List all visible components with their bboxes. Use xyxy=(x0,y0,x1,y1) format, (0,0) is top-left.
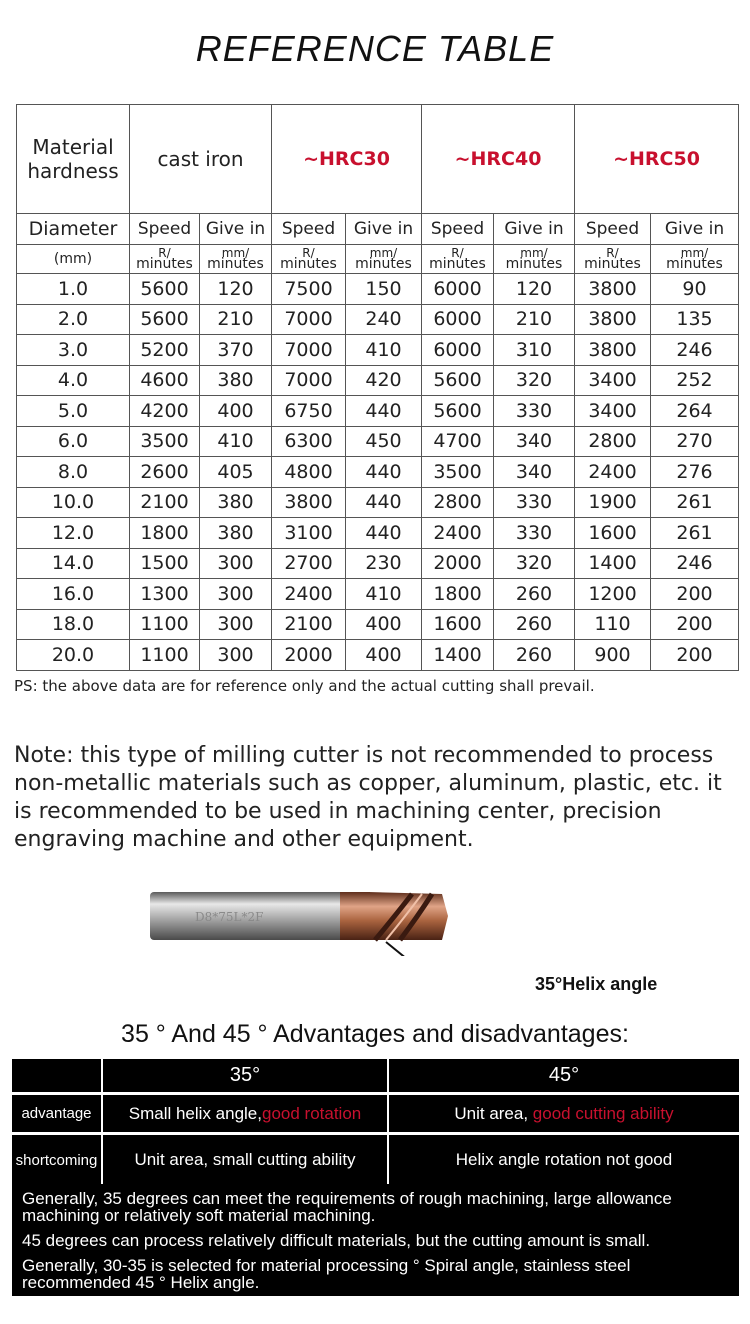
advantages-table xyxy=(12,1059,739,1185)
speed-cell: 1400 xyxy=(575,548,651,579)
speed-cell: 6000 xyxy=(422,304,494,335)
shortcoming-45-cell: Helix angle rotation not good xyxy=(389,1135,739,1185)
speed-cell: 1400 xyxy=(422,640,494,671)
feed-cell: 410 xyxy=(346,579,422,610)
feed-cell: 405 xyxy=(200,457,272,488)
feed-cell: 320 xyxy=(494,548,575,579)
group-header-hrc50: ~HRC50 xyxy=(575,105,739,214)
feed-cell: 246 xyxy=(651,335,739,366)
feed-unit: mm/ minutes xyxy=(200,245,272,274)
give-in-header: Give in xyxy=(200,214,272,245)
feed-cell: 420 xyxy=(346,365,422,396)
diameter-cell: 14.0 xyxy=(17,548,130,579)
feed-cell: 270 xyxy=(651,426,739,457)
feed-cell: 261 xyxy=(651,487,739,518)
give-in-header: Give in xyxy=(494,214,575,245)
speed-cell: 7500 xyxy=(272,274,346,305)
speed-cell: 2800 xyxy=(422,487,494,518)
feed-cell: 440 xyxy=(346,518,422,549)
diameter-unit: (mm) xyxy=(17,245,130,274)
speed-cell: 3500 xyxy=(422,457,494,488)
feed-cell: 380 xyxy=(200,365,272,396)
header-blank-cell xyxy=(12,1059,103,1092)
speed-cell: 1100 xyxy=(130,609,200,640)
advantage-label: advantage xyxy=(12,1095,103,1132)
diameter-header: Diameter xyxy=(17,214,130,245)
material-hardness-header: Material hardness xyxy=(17,105,130,214)
speed-cell: 2400 xyxy=(272,579,346,610)
speed-cell: 4800 xyxy=(272,457,346,488)
feed-cell: 300 xyxy=(200,579,272,610)
speed-cell: 1900 xyxy=(575,487,651,518)
feed-cell: 380 xyxy=(200,518,272,549)
table-row xyxy=(17,426,739,457)
feed-cell: 440 xyxy=(346,396,422,427)
speed-cell: 1500 xyxy=(130,548,200,579)
group-header-hrc30: ~HRC30 xyxy=(272,105,422,214)
speed-cell: 1800 xyxy=(422,579,494,610)
feed-cell: 246 xyxy=(651,548,739,579)
speed-cell: 2600 xyxy=(130,457,200,488)
feed-cell: 300 xyxy=(200,609,272,640)
diameter-cell: 8.0 xyxy=(17,457,130,488)
reference-table xyxy=(16,104,739,671)
speed-cell: 5600 xyxy=(130,274,200,305)
units-row xyxy=(17,245,739,274)
speed-cell: 3800 xyxy=(575,274,651,305)
speed-cell: 5200 xyxy=(130,335,200,366)
feed-cell: 252 xyxy=(651,365,739,396)
speed-cell: 4600 xyxy=(130,365,200,396)
shortcoming-35-cell: Unit area, small cutting ability xyxy=(103,1135,389,1185)
feed-cell: 370 xyxy=(200,335,272,366)
speed-cell: 3800 xyxy=(575,335,651,366)
general-note-2: 45 degrees can process relatively difficult materials, but the cutting amount is small. xyxy=(22,1231,651,1250)
feed-cell: 210 xyxy=(494,304,575,335)
general-note-3: Generally, 30-35 is selected for material processing ° Spiral angle, stainless steel recommended 45 ° Helix angle. xyxy=(22,1256,631,1292)
feed-cell: 330 xyxy=(494,518,575,549)
general-notes-panel xyxy=(12,1184,739,1296)
feed-cell: 410 xyxy=(200,426,272,457)
diameter-cell: 10.0 xyxy=(17,487,130,518)
speed-header: Speed xyxy=(272,214,346,245)
speed-cell: 1300 xyxy=(130,579,200,610)
feed-cell: 330 xyxy=(494,396,575,427)
speed-unit: R/ minutes xyxy=(272,245,346,274)
speed-cell: 6750 xyxy=(272,396,346,427)
advantage-45-cell xyxy=(389,1095,739,1132)
feed-cell: 120 xyxy=(200,274,272,305)
feed-cell: 300 xyxy=(200,640,272,671)
speed-cell: 2400 xyxy=(422,518,494,549)
feed-cell: 310 xyxy=(494,335,575,366)
diameter-cell: 6.0 xyxy=(17,426,130,457)
speed-cell: 3800 xyxy=(272,487,346,518)
usage-note: Note: this type of milling cutter is not recommended to process non-metallic materials such as copper, aluminum, plastic, etc. it is recommended to be used in machining center, precision engraving machine and other equipment. xyxy=(14,743,722,852)
feed-cell: 400 xyxy=(346,609,422,640)
speed-cell: 6300 xyxy=(272,426,346,457)
diameter-cell: 3.0 xyxy=(17,335,130,366)
advantage-35-cell xyxy=(103,1095,389,1132)
feed-cell: 150 xyxy=(346,274,422,305)
speed-cell: 3400 xyxy=(575,396,651,427)
feed-cell: 400 xyxy=(200,396,272,427)
feed-cell: 135 xyxy=(651,304,739,335)
speed-unit: R/ minutes xyxy=(130,245,200,274)
speed-cell: 2000 xyxy=(272,640,346,671)
speed-cell: 7000 xyxy=(272,304,346,335)
feed-cell: 200 xyxy=(651,609,739,640)
feed-cell: 320 xyxy=(494,365,575,396)
feed-cell: 261 xyxy=(651,518,739,549)
feed-cell: 260 xyxy=(494,609,575,640)
speed-header: Speed xyxy=(575,214,651,245)
feed-cell: 200 xyxy=(651,579,739,610)
advantage-35-highlight: good rotation xyxy=(262,1103,362,1123)
diameter-cell: 1.0 xyxy=(17,274,130,305)
speed-cell: 6000 xyxy=(422,335,494,366)
speed-cell: 3800 xyxy=(575,304,651,335)
speed-cell: 2100 xyxy=(272,609,346,640)
table-row xyxy=(17,487,739,518)
speed-cell: 110 xyxy=(575,609,651,640)
advantages-title: 35 ° And 45 ° Advantages and disadvantages: xyxy=(121,1020,629,1048)
speed-header: Speed xyxy=(130,214,200,245)
speed-cell: 3400 xyxy=(575,365,651,396)
feed-cell: 340 xyxy=(494,457,575,488)
table-row xyxy=(17,548,739,579)
speed-cell: 7000 xyxy=(272,365,346,396)
advantage-35-text: Small helix angle, xyxy=(128,1103,262,1123)
speed-unit: R/ minutes xyxy=(422,245,494,274)
speed-cell: 1600 xyxy=(575,518,651,549)
diameter-cell: 5.0 xyxy=(17,396,130,427)
speed-cell: 5600 xyxy=(422,396,494,427)
col-35-header: 35° xyxy=(103,1059,389,1092)
feed-unit: mm/ minutes xyxy=(346,245,422,274)
speed-cell: 5600 xyxy=(130,304,200,335)
feed-cell: 380 xyxy=(200,487,272,518)
table-row xyxy=(17,518,739,549)
feed-cell: 450 xyxy=(346,426,422,457)
table-row xyxy=(17,609,739,640)
feed-unit: mm/ minutes xyxy=(651,245,739,274)
table-row xyxy=(17,274,739,305)
speed-cell: 2700 xyxy=(272,548,346,579)
col-45-header: 45° xyxy=(389,1059,739,1092)
shortcoming-label: shortcoming xyxy=(12,1135,103,1185)
helix-angle-label: 35°Helix angle xyxy=(535,974,658,994)
advantage-45-highlight: good cutting ability xyxy=(532,1103,674,1123)
speed-header: Speed xyxy=(422,214,494,245)
feed-cell: 276 xyxy=(651,457,739,488)
table-row xyxy=(17,640,739,671)
give-in-header: Give in xyxy=(346,214,422,245)
speed-cell: 7000 xyxy=(272,335,346,366)
speed-cell: 900 xyxy=(575,640,651,671)
diameter-cell: 20.0 xyxy=(17,640,130,671)
helix-pointer xyxy=(386,942,418,956)
ps-note: PS: the above data are for reference only and the actual cutting shall prevail. xyxy=(14,677,595,695)
speed-cell: 1800 xyxy=(130,518,200,549)
diameter-cell: 18.0 xyxy=(17,609,130,640)
speed-cell: 1600 xyxy=(422,609,494,640)
feed-cell: 410 xyxy=(346,335,422,366)
group-header-cast-iron: cast iron xyxy=(130,105,272,214)
speed-cell: 3500 xyxy=(130,426,200,457)
diameter-cell: 16.0 xyxy=(17,579,130,610)
feed-cell: 440 xyxy=(346,487,422,518)
speed-cell: 2100 xyxy=(130,487,200,518)
advantage-45-text: Unit area, xyxy=(454,1103,533,1123)
feed-cell: 260 xyxy=(494,579,575,610)
speed-cell: 3100 xyxy=(272,518,346,549)
speed-cell: 1100 xyxy=(130,640,200,671)
give-in-header: Give in xyxy=(651,214,739,245)
feed-cell: 260 xyxy=(494,640,575,671)
feed-cell: 440 xyxy=(346,457,422,488)
speed-cell: 2400 xyxy=(575,457,651,488)
feed-cell: 340 xyxy=(494,426,575,457)
feed-unit: mm/ minutes xyxy=(494,245,575,274)
speed-cell: 4200 xyxy=(130,396,200,427)
feed-cell: 300 xyxy=(200,548,272,579)
diameter-cell: 2.0 xyxy=(17,304,130,335)
page-title: REFERENCE TABLE xyxy=(195,28,555,69)
feed-cell: 210 xyxy=(200,304,272,335)
feed-cell: 330 xyxy=(494,487,575,518)
table-row xyxy=(17,304,739,335)
speed-cell: 2800 xyxy=(575,426,651,457)
group-header-hrc40: ~HRC40 xyxy=(422,105,575,214)
diameter-cell: 4.0 xyxy=(17,365,130,396)
speed-cell: 1200 xyxy=(575,579,651,610)
speed-cell: 5600 xyxy=(422,365,494,396)
table-row xyxy=(17,579,739,610)
feed-cell: 230 xyxy=(346,548,422,579)
speed-cell: 4700 xyxy=(422,426,494,457)
table-row xyxy=(17,335,739,366)
table-body xyxy=(17,274,739,671)
feed-cell: 120 xyxy=(494,274,575,305)
feed-cell: 90 xyxy=(651,274,739,305)
feed-cell: 400 xyxy=(346,640,422,671)
speed-cell: 2000 xyxy=(422,548,494,579)
speed-cell: 6000 xyxy=(422,274,494,305)
table-row xyxy=(17,457,739,488)
end-mill-image xyxy=(150,886,450,956)
feed-cell: 264 xyxy=(651,396,739,427)
feed-cell: 200 xyxy=(651,640,739,671)
feed-cell: 240 xyxy=(346,304,422,335)
table-row xyxy=(17,365,739,396)
table-row xyxy=(17,396,739,427)
general-note-1: Generally, 35 degrees can meet the requirements of rough machining, large allowance machining or relatively soft material machining. xyxy=(22,1189,672,1225)
cutter-engraving: D8*75L*2F xyxy=(195,910,264,924)
diameter-cell: 12.0 xyxy=(17,518,130,549)
speed-unit: R/ minutes xyxy=(575,245,651,274)
